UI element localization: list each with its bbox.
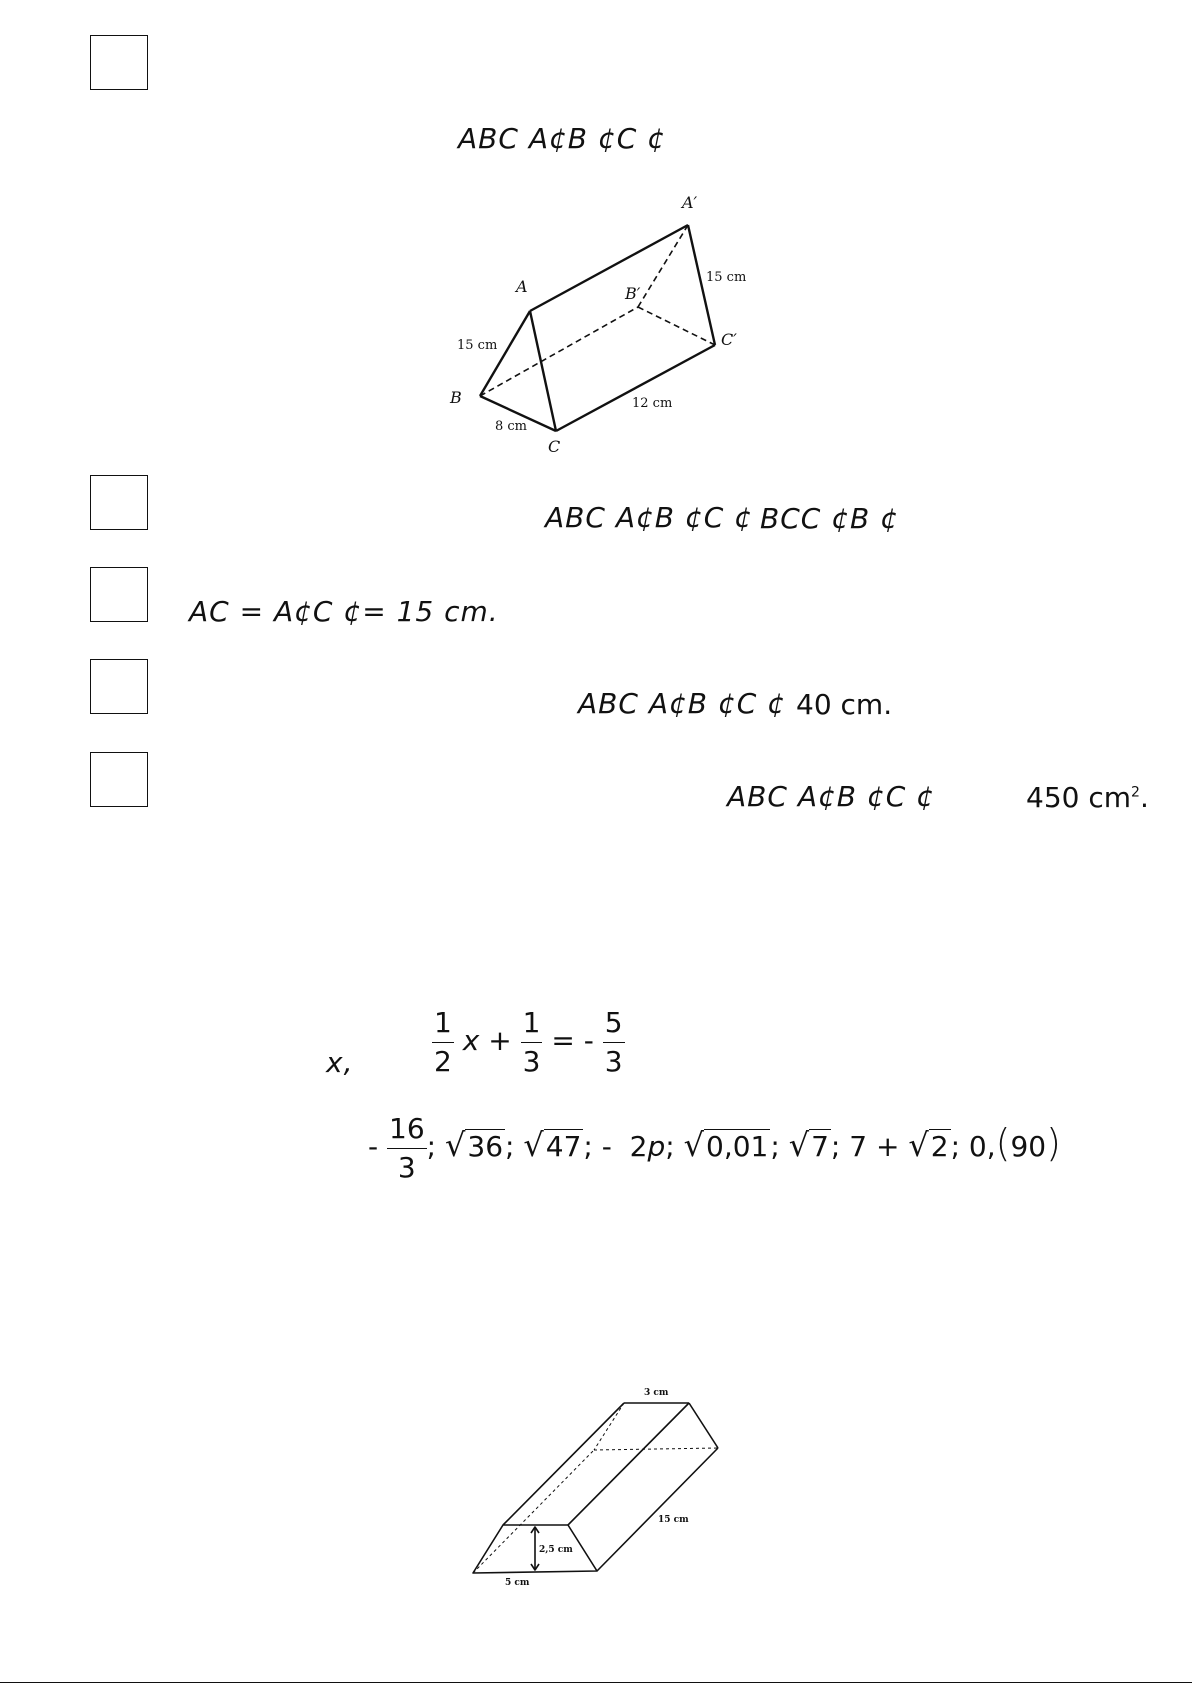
label-C: C (548, 437, 561, 456)
checkbox-1[interactable] (90, 35, 148, 90)
dim-bottom-width: 5 cm (505, 1578, 530, 1588)
edge-AB (480, 311, 530, 396)
equation-plus: + (488, 1024, 512, 1057)
hidden-edge-bottom-left (473, 1450, 594, 1573)
trapezoidal-prism-figure (460, 1380, 730, 1590)
dim-AB: 15 cm (457, 338, 498, 353)
checkbox-4[interactable] (90, 659, 148, 714)
dim-height: 2,5 cm (539, 1545, 573, 1555)
statement-4-value (1026, 781, 1149, 814)
checkbox-2[interactable] (90, 475, 148, 530)
dim-top-width: 3 cm (644, 1388, 669, 1398)
dim-BC: 8 cm (495, 419, 528, 434)
page-bottom-rule (0, 1682, 1192, 1683)
statement-4-prism: ABC A¢B ¢C ¢ (727, 780, 935, 813)
equation-variable: x (462, 1024, 480, 1057)
edge-back-right (689, 1403, 718, 1448)
statement-2-formula: AC = A¢C ¢= 15 cm. (189, 595, 499, 628)
equation-equals: = - (551, 1024, 594, 1057)
statement-4-exponent: 2 (1131, 784, 1140, 801)
periodic-decimal: 0,(90) (968, 1121, 1061, 1165)
neg-2pi: - 2p (601, 1130, 666, 1163)
statement-1-prism: ABC A¢B ¢C ¢ (545, 501, 753, 534)
label-A-prime: A′ (682, 193, 698, 212)
statement-3-value: 40 cm. (796, 688, 893, 721)
edge-AC (530, 311, 556, 431)
hidden-edge-B-prime-C-prime (638, 307, 715, 345)
edge-bottom-right (597, 1448, 718, 1571)
equation-fraction-1: $\frac{1}{2}$ (434, 1006, 452, 1078)
statement-1-face: BCC ¢B ¢ (760, 502, 899, 535)
neg-sign: - (368, 1130, 379, 1163)
equation (432, 1006, 625, 1078)
edge-CC-prime (556, 345, 715, 431)
label-B: B (450, 388, 462, 407)
edge-top-left (503, 1403, 624, 1525)
edge-AA-prime (530, 225, 688, 311)
checkbox-5[interactable] (90, 752, 148, 807)
dim-CC-prime: 12 cm (632, 396, 673, 411)
variable-label: x, (326, 1046, 354, 1079)
number-fraction: $\frac{16}{3}$ (389, 1112, 425, 1184)
sqrt-7: √7 (788, 1126, 829, 1164)
dim-length: 15 cm (658, 1515, 689, 1525)
hidden-edge-BB-prime (480, 307, 638, 396)
edge-top-right (568, 1403, 689, 1525)
dim-A-prime-C-prime: 15 cm (706, 270, 747, 285)
sqrt-0-01: √0,01 (683, 1126, 769, 1164)
statement-4-period: . (1139, 781, 1149, 814)
number-list: - $\frac{16}{3}$ ; √36; √47; - 2p; √0,01; √7; 7 + √2; 0,(90) (368, 1112, 1061, 1184)
prism-name: ABC A¢B ¢C ¢ (458, 122, 666, 155)
equation-rhs-fraction: $\frac{5}{3}$ (604, 1006, 623, 1078)
seven-plus-sqrt2: 7 + √2 (849, 1126, 949, 1164)
hidden-edge-back-bottom (594, 1448, 718, 1450)
edge-A-prime-C-prime (688, 225, 715, 345)
label-A: A (516, 277, 528, 296)
statement-4-number: 450 cm (1026, 781, 1132, 814)
triangular-prism-figure (440, 185, 760, 460)
equation-fraction-2: $\frac{1}{3}$ (522, 1006, 541, 1078)
sqrt-36: √36 (445, 1126, 504, 1164)
sqrt-47: √47 (523, 1126, 582, 1164)
checkbox-3[interactable] (90, 567, 148, 622)
label-B-prime: B′ (625, 284, 641, 303)
label-C-prime: C′ (721, 330, 737, 349)
hidden-edge-back-left (594, 1403, 624, 1450)
statement-3-prism: ABC A¢B ¢C ¢ (578, 687, 786, 720)
